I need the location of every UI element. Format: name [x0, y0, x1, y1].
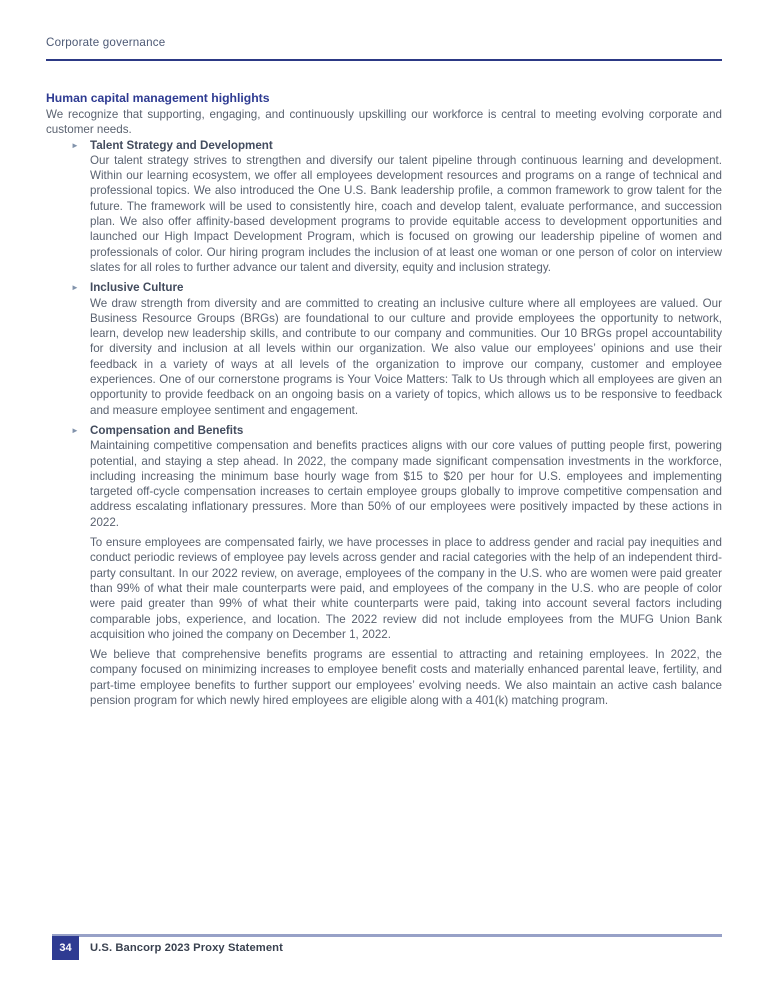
- paragraph: Maintaining competitive compensation and benefits practices aligns with our core values of putting people first, powering potential, and staying a step ahead. In 2022, the company made significant compensation investments in the workforce, including increasing the minimum base hourly wage from $15 to $20 per hour for U.S. employees and implementing targeted off-cycle compensation increases to certain employee groups globally to improve competitive compensation and address escalating inflationary pressures. More than 50% of our employees were positively impacted by these actions in 2022.: [90, 439, 722, 529]
- section-title: Human capital management highlights: [46, 91, 270, 105]
- bullet-item-compensation-benefits: [46, 423, 722, 708]
- footer-label: U.S. Bancorp 2023 Proxy Statement: [90, 942, 283, 954]
- bullet-body: [90, 296, 722, 418]
- bullet-heading: Talent Strategy and Development: [90, 138, 273, 152]
- page-number-badge: 34: [52, 936, 79, 960]
- bullet-body: [90, 438, 722, 708]
- running-header: Corporate governance: [46, 36, 166, 49]
- arrow-bullet-icon: ►: [71, 283, 79, 293]
- arrow-bullet-icon: ►: [71, 140, 79, 150]
- bullet-item-talent-strategy: [46, 138, 722, 276]
- bullet-heading: Compensation and Benefits: [90, 423, 244, 437]
- paragraph: We believe that comprehensive benefits programs are essential to attracting and retaining employees. In 2022, the company focused on minimizing increases to employee benefit costs and materially enhanced parental leave, fertility, and part-time employee benefits to further support our employees’ evolving needs. We also maintain an active cash balance pension program for which newly hired employees are eligible along with a 401(k) matching program.: [90, 648, 722, 707]
- bullet-heading: Inclusive Culture: [90, 281, 184, 295]
- page-footer: [52, 934, 722, 962]
- header-rule-divider: [46, 59, 722, 61]
- bullet-body: [90, 153, 722, 275]
- main-content: [46, 91, 722, 713]
- intro-paragraph: We recognize that supporting, engaging, and continuously upskilling our workforce is central to meeting evolving corporate and customer needs.: [46, 108, 722, 137]
- bullet-item-inclusive-culture: [46, 280, 722, 418]
- paragraph: Our talent strategy strives to strengthen and diversify our talent pipeline through continuous learning and development. Within our learning ecosystem, we offer all employees development resources and programs on a range of technical and professional topics. We also introduced the One U.S. Bank leadership profile, a common framework to grow talent for the future. The framework will be used to consistently hire, coach and develop talent, evaluate performance, and succession plan. We also offer affinity-based development programs to provide equitable access to development opportunities and launched our High Impact Development Program, which is focused on growing our leadership pipeline of women and professionals of color. Our hiring program includes the inclusion of at least one woman or one person of color on interview slates for all roles to further advance our talent and diversity, equity and inclusion strategy.: [90, 153, 722, 274]
- paragraph: To ensure employees are compensated fairly, we have processes in place to address gender and racial pay inequities and conduct periodic reviews of employee pay levels across gender and racial categories with the help of an independent third-party consultant. In our 2022 review, on average, employees of the company in the U.S. who are women were paid greater than 99% of what their male counterparts were paid, and employees of the company in the U.S. who are people of color were paid greater than 99% of what their white counterparts were paid, taking into account several factors including comparable jobs, experience, and location. The 2022 review did not include employees from the MUFG Union Bank acquisition who joined the company on December 1, 2022.: [90, 536, 722, 641]
- paragraph: We draw strength from diversity and are committed to creating an inclusive culture where all employees are valued. Our Business Resource Groups (BRGs) are foundational to our culture and provide employees the opportunity to network, learn, develop new leadership skills, and contribute to our company and communities. Our 10 BRGs propel accountability for diversity and inclusion at all levels within our organization. We also value our employees’ opinions and use their feedback in a variety of ways at all levels of the organization to improve our company, customer and employee experiences. One of our cornerstone programs is Your Voice Matters: Talk to Us through which all employees are given an opportunity to provide feedback on an ongoing basis on a variety of topics, which allows us to be responsive to feedback and measure employee sentiment and engagement.: [90, 296, 722, 417]
- arrow-bullet-icon: ►: [71, 425, 79, 435]
